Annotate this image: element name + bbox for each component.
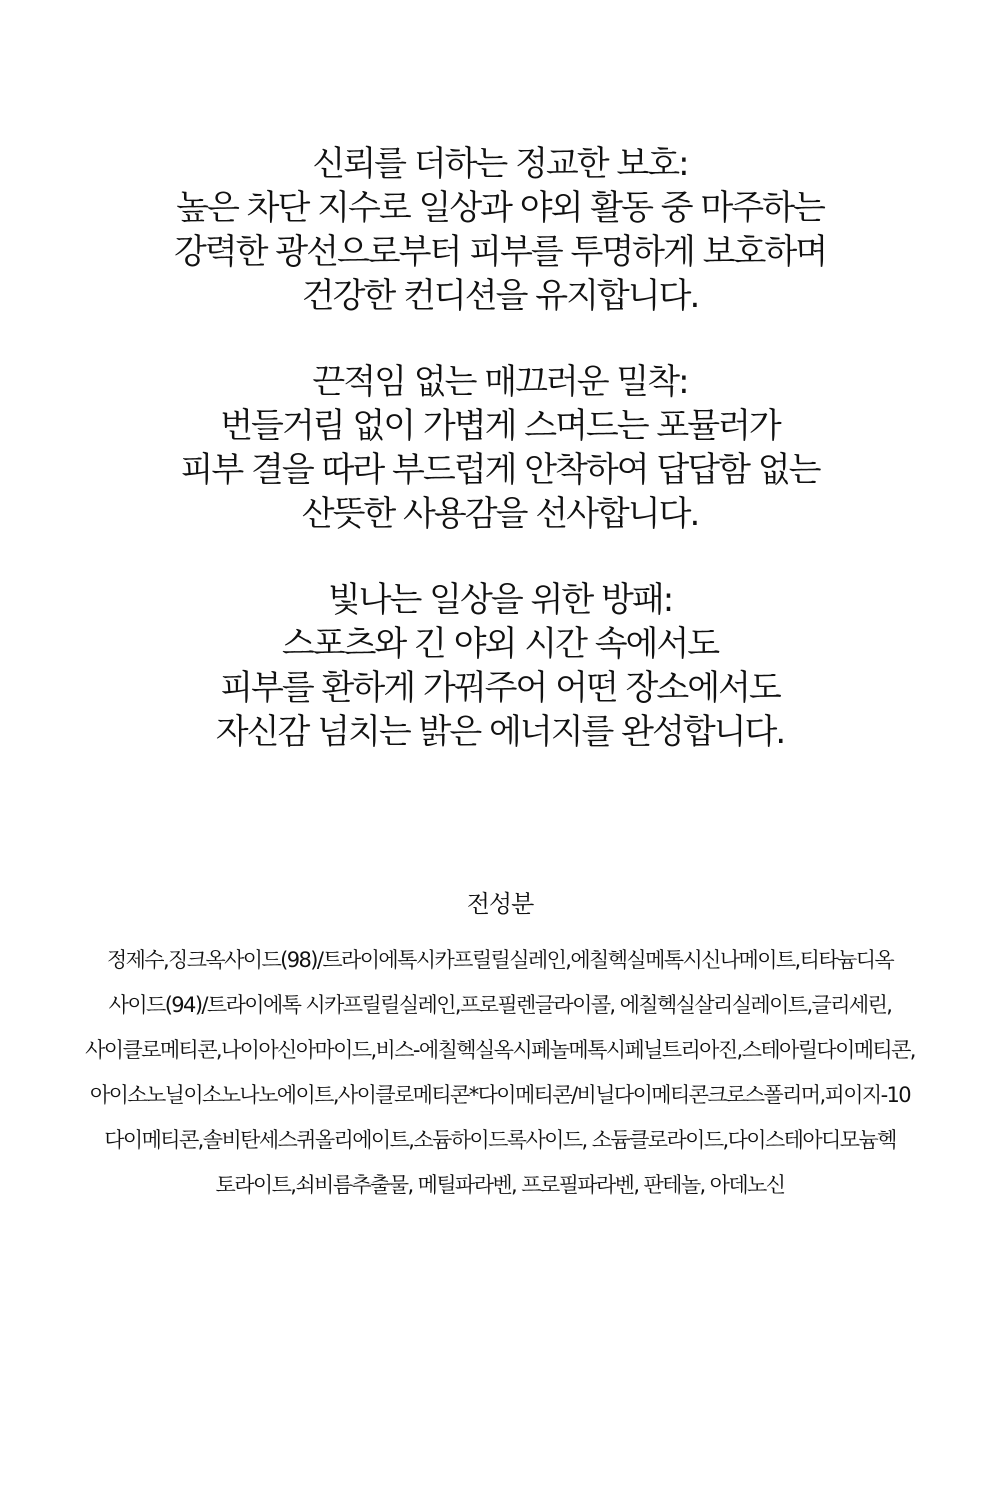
- ingredients-line: 토라이트,쇠비름추출물, 메틸파라벤, 프로필파라벤, 판테놀, 아데노신: [215, 1173, 785, 1197]
- feature-text-line: 번들거림 없이 가볍게 스며드는 포뮬러가: [220, 406, 780, 446]
- feature-text-line: 피부 결을 따라 부드럽게 안착하여 답답함 없는: [180, 450, 820, 490]
- ingredients-line: 정제수,징크옥사이드(98)/트라이에톡시카프릴릴실레인,에칠헥실메톡시신나메이트,티타늄디옥: [106, 948, 894, 972]
- feature-block-shield: [0, 578, 1000, 754]
- feature-text-line: 강력한 광선으로부터 피부를 투명하게 보호하며: [173, 232, 827, 272]
- feature-text-line: 스포츠와 긴 야외 시간 속에서도: [281, 624, 719, 664]
- ingredients-line: 사이드(94)/트라이에톡 시카프릴릴실레인,프로필렌글라이콜, 에칠헥실살리실레이트,글리세린,: [108, 993, 892, 1017]
- feature-text-line: 자신감 넘치는 밝은 에너지를 완성합니다.: [215, 712, 785, 752]
- ingredients-line: 다이메티콘,솔비탄세스퀴올리에이트,소듐하이드록사이드, 소듐클로라이드,다이스테아디모늄헥: [104, 1128, 896, 1152]
- feature-block-texture: [0, 360, 1000, 536]
- feature-text-line: 건강한 컨디션을 유지합니다.: [301, 276, 699, 316]
- feature-heading: 끈적임 없는 매끄러운 밀착:: [312, 362, 688, 402]
- features-section: [0, 142, 1000, 796]
- ingredients-line: 아이소노닐이소노나노에이트,사이클로메티콘*다이메티콘/비닐다이메티콘크로스폴리머,피이지-10: [89, 1083, 911, 1107]
- feature-text-line: 산뜻한 사용감을 선사합니다.: [301, 494, 699, 534]
- ingredients-title: 전성분: [466, 890, 534, 918]
- ingredients-section: [0, 884, 1000, 1208]
- feature-heading: 신뢰를 더하는 정교한 보호:: [312, 144, 688, 184]
- feature-text-line: 피부를 환하게 가꿔주어 어떤 장소에서도: [220, 668, 780, 708]
- feature-text-line: 높은 차단 지수로 일상과 야외 활동 중 마주하는: [176, 188, 824, 228]
- feature-block-protection: [0, 142, 1000, 318]
- feature-heading: 빛나는 일상을 위한 방패:: [327, 580, 673, 620]
- ingredients-line: 사이클로메티콘,나이아신아마이드,비스-에칠헥실옥시페놀메톡시페닐트리아진,스테아릴다이메티콘,: [85, 1038, 915, 1062]
